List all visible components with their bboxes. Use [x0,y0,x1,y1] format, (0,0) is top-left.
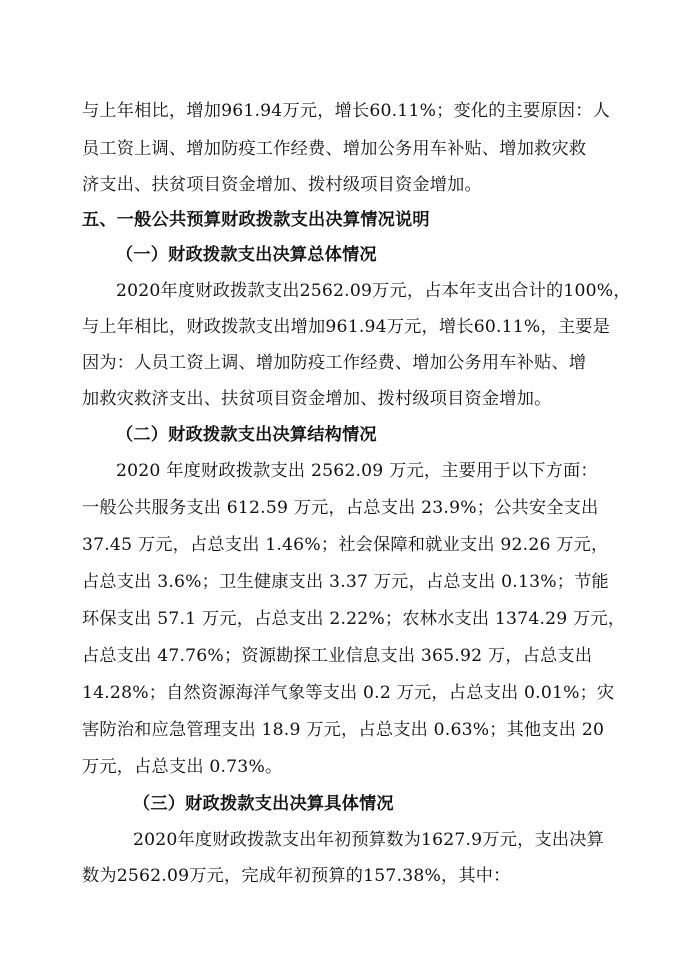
subsection-heading: （三）财政拨款支出决算具体情况 [133,794,394,814]
paragraph-line: 加救灾救济支出、扶贫项目资金增加、拨村级项目资金增加。 [82,389,552,409]
subsection-heading: （一）财政拨款支出决算总体情况 [116,245,377,265]
paragraph-line: 因为：人员工资上调、增加防疫工作经费、增加公务用车补贴、增 [82,353,587,373]
paragraph-line: 2020年度财政拨款支出2562.09万元，占本年支出合计的100%， [116,281,631,301]
subsection-heading: （二）财政拨款支出决算结构情况 [116,425,377,445]
paragraph-line: 占总支出 3.6%；卫生健康支出 3.37 万元，占总支出 0.13%；节能 [82,572,609,592]
paragraph-line: 2020 年度财政拨款支出 2562.09 万元，主要用于以下方面： [116,461,598,481]
paragraph-line: 万元，占总支出 0.73%。 [82,757,283,777]
paragraph-line: 2020年度财政拨款支出年初预算数为1627.9万元，支出决算 [133,830,605,850]
paragraph-line: 一般公共服务支出 612.59 万元，占总支出 23.9%；公共安全支出 [82,498,599,518]
paragraph-line: 济支出、扶贫项目资金增加、拨村级项目资金增加。 [82,175,482,195]
paragraph-line: 员工资上调、增加防疫工作经费、增加公务用车补贴、增加救灾救 [82,139,587,159]
paragraph-line: 与上年相比，增加961.94万元，增长60.11%；变化的主要原因：人 [82,101,610,121]
section-heading: 五、一般公共预算财政拨款支出决算情况说明 [82,210,430,230]
paragraph-line: 害防治和应急管理支出 18.9 万元，占总支出 0.63%；其他支出 20 [82,720,605,740]
paragraph-line: 14.28%；自然资源海洋气象等支出 0.2 万元，占总支出 0.01%；灾 [82,683,615,703]
paragraph-line: 环保支出 57.1 万元，占总支出 2.22%；农林水支出 1374.29 万元， [82,609,626,629]
paragraph-line: 占总支出 47.76%；资源勘探工业信息支出 365.92 万，占总支出 [82,646,593,666]
paragraph-line: 与上年相比，财政拨款支出增加961.94万元，增长60.11%，主要是 [82,317,610,337]
paragraph-line: 37.45 万元，占总支出 1.46%；社会保障和就业支出 92.26 万元， [82,535,609,555]
paragraph-line: 数为2562.09万元，完成年初预算的157.38%，其中： [82,866,511,886]
